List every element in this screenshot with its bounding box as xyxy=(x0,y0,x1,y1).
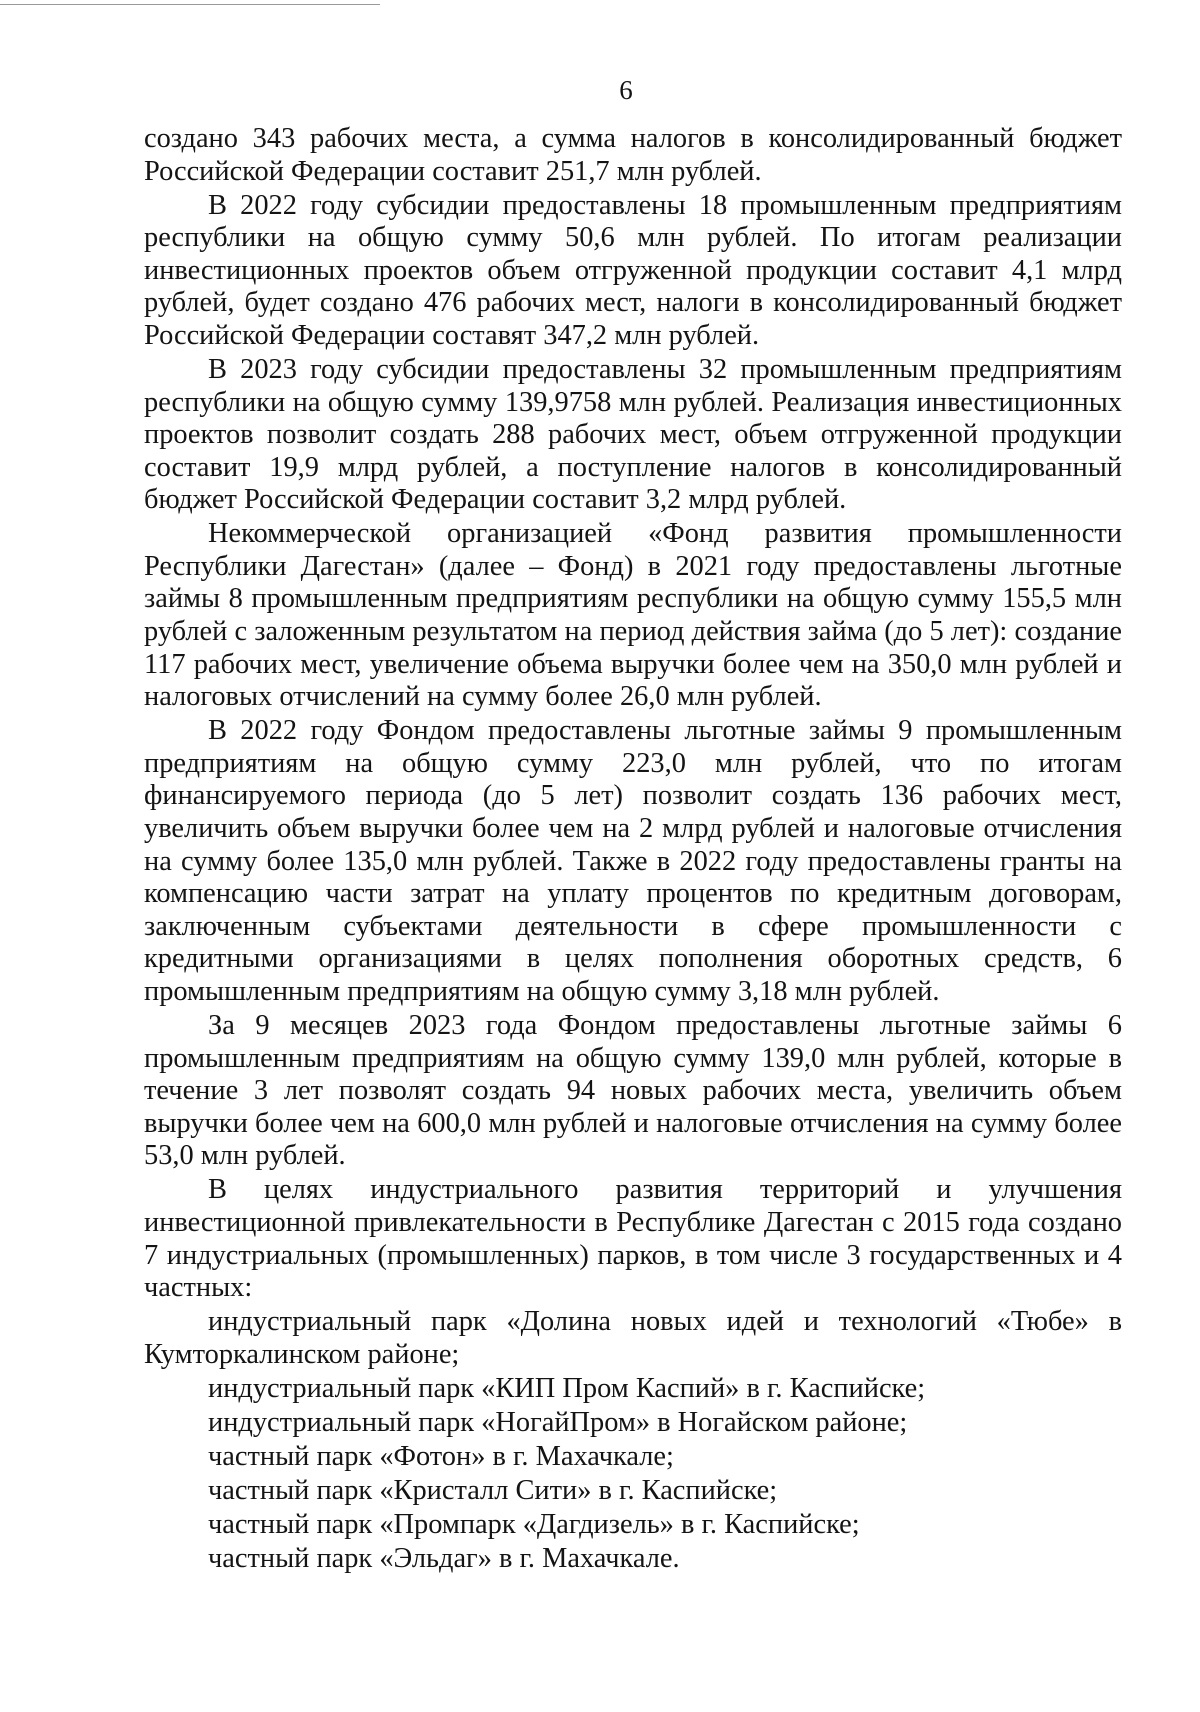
paragraph-fund-loans-2022: В 2022 году Фондом предоставлены льготные займы 9 промышленным предприятиям на общую сумму 223,0 млн рублей, что по итогам финансируемого периода (до 5 лет) позволит создать 136 рабочих мест, увеличить объем выручки более чем на 2 млрд рублей и налоговые отчисления на сумму более 135,0 млн рублей. Также в 2022 году предоставлены гранты на компенсацию части затрат на уплату процентов по кредитным договорам, заключенным субъектами деятельности в сфере промышленности с кредитными организациями в целях пополнения оборотных средств, 6 промышленным предприятиям на общую сумму 3,18 млн рублей. xyxy=(144,715,1122,1007)
paragraph-fund-loans-2023: За 9 месяцев 2023 года Фондом предоставлены льготные займы 6 промышленным предприятиям на общую сумму 139,0 млн рублей, которые в течение 3 лет позволят создать 94 новых рабочих места, увеличить объем выручки более чем на 600,0 млн рублей и налоговые отчисления на сумму более 53,0 млн рублей. xyxy=(144,1009,1122,1172)
paragraph-subsidies-2022: В 2022 году субсидии предоставлены 18 промышленным предприятиям республики на общую сумму 50,6 млн рублей. По итогам реализации инвестиционных проектов объем отгруженной продукции составит 4,1 млрд рублей, будет создано 476 рабочих мест, налоги в консолидированный бюджет Российской Федерации составят 347,2 млн рублей. xyxy=(144,189,1122,351)
industrial-parks-list xyxy=(144,1306,1122,1575)
paragraph-subsidies-2023: В 2023 году субсидии предоставлены 32 промышленным предприятиям республики на общую сумму 139,9758 млн рублей. Реализация инвестиционных проектов позволит создать 288 рабочих мест, объем отгруженной продукции составит 19,9 млрд рублей, а поступление налогов в консолидированный бюджет Российской Федерации составит 3,2 млрд рублей. xyxy=(144,353,1122,516)
list-item: частный парк «Фотон» в г. Махачкале; xyxy=(208,1440,674,1472)
list-item: частный парк «Промпарк «Дагдизель» в г. Каспийске; xyxy=(208,1508,860,1540)
page-number: 6 xyxy=(619,75,633,105)
list-item: индустриальный парк «Долина новых идей и технологий «Тюбе» в Кумторкалинском районе; xyxy=(144,1306,1122,1370)
document-body xyxy=(144,123,1122,1577)
paragraph-fund-loans-2021: Некоммерческой организацией «Фонд развития промышленности Республики Дагестан» (далее – Фонд) в 2021 году предоставлены льготные займы 8 промышленным предприятиям республики на общую сумму 155,5 млн рублей с заложенным результатом на период действия займа (до 5 лет): создание 117 рабочих мест, увеличение объема выручки более чем на 350,0 млн рублей и налоговых отчислений на сумму более 26,0 млн рублей. xyxy=(144,518,1122,713)
list-item: частный парк «Кристалл Сити» в г. Каспийске; xyxy=(208,1474,778,1506)
list-item: индустриальный парк «НогайПром» в Ногайском районе; xyxy=(208,1406,908,1438)
scan-edge-line xyxy=(0,4,380,5)
list-item: индустриальный парк «КИП Пром Каспий» в г. Каспийске; xyxy=(208,1372,926,1404)
paragraph-industrial-parks: В целях индустриального развития территорий и улучшения инвестиционной привлекательности в Республике Дагестан с 2015 года создано 7 индустриальных (промышленных) парков, в том числе 3 государственных и 4 частных: xyxy=(144,1174,1122,1304)
paragraph-continued: создано 343 рабочих места, а сумма налогов в консолидированный бюджет Российской Федерации составит 251,7 млн рублей. xyxy=(144,123,1122,187)
list-item: частный парк «Эльдаг» в г. Махачкале. xyxy=(208,1542,680,1574)
